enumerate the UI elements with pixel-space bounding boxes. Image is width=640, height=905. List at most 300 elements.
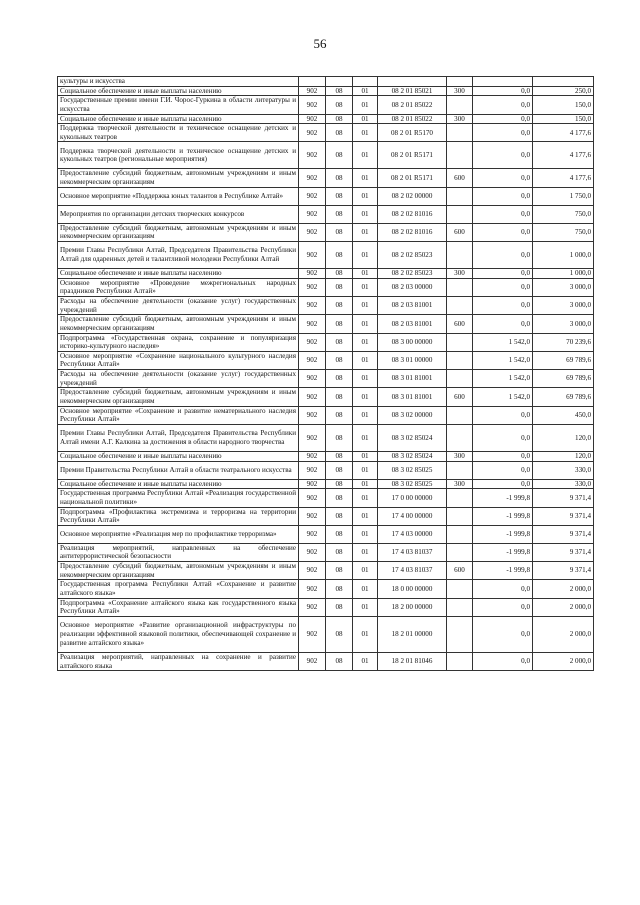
row-subsection: 01	[353, 525, 378, 543]
row-section: 08	[326, 269, 353, 279]
table-row	[58, 296, 594, 314]
row-value-2: 1 000,0	[533, 242, 594, 269]
row-name: Поддержка творческой деятельности и техническое оснащение детских и кукольных театров (региональные мероприятия)	[58, 142, 299, 169]
row-value-1: 0,0	[473, 451, 533, 461]
row-value-1: 0,0	[473, 424, 533, 451]
row-value-2: 750,0	[533, 205, 594, 223]
row-code: 902	[299, 562, 326, 580]
row-value-1: 0,0	[473, 142, 533, 169]
row-article: 08 2 02 81016	[378, 223, 447, 241]
row-value-1: 0,0	[473, 169, 533, 187]
table-row	[58, 461, 594, 479]
row-subsection: 01	[353, 451, 378, 461]
row-code: 902	[299, 351, 326, 369]
row-subsection: 01	[353, 223, 378, 241]
row-article: 08 3 02 85024	[378, 424, 447, 451]
row-code: 902	[299, 223, 326, 241]
row-code: 902	[299, 598, 326, 616]
table-row	[58, 370, 594, 388]
row-value-2: 9 371,4	[533, 489, 594, 507]
row-name: Предоставление субсидий бюджетным, автономным учреждениям и иным некоммерческим организациям	[58, 562, 299, 580]
row-subsection: 01	[353, 598, 378, 616]
row-value-1: 0,0	[473, 580, 533, 598]
row-value-1	[473, 77, 533, 87]
row-expense-type: 300	[447, 451, 473, 461]
row-subsection: 01	[353, 461, 378, 479]
row-article: 08 2 01 85022	[378, 96, 447, 114]
row-value-2: 4 177,6	[533, 124, 594, 142]
row-section: 08	[326, 652, 353, 670]
row-value-2: 120,0	[533, 424, 594, 451]
row-value-2: 9 371,4	[533, 507, 594, 525]
row-expense-type	[447, 424, 473, 451]
row-code: 902	[299, 489, 326, 507]
row-value-1: 0,0	[473, 124, 533, 142]
row-value-2: 330,0	[533, 461, 594, 479]
row-name: Предоставление субсидий бюджетным, автономным учреждениям и иным некоммерческим организациям	[58, 315, 299, 333]
row-article: 08 2 01 R5171	[378, 142, 447, 169]
row-subsection: 01	[353, 507, 378, 525]
row-value-1: 0,0	[473, 461, 533, 479]
row-value-1: -1 999,8	[473, 489, 533, 507]
row-name: Поддержка творческой деятельности и техническое оснащение детских и кукольных театров	[58, 124, 299, 142]
row-name: Подпрограмма «Сохранение алтайского языка как государственного языка Республики Алтай»	[58, 598, 299, 616]
row-section: 08	[326, 315, 353, 333]
row-section: 08	[326, 525, 353, 543]
row-article: 17 4 03 81037	[378, 543, 447, 561]
row-expense-type	[447, 187, 473, 205]
row-article: 08 3 02 85024	[378, 451, 447, 461]
row-value-1: 1 542,0	[473, 351, 533, 369]
row-value-1: 0,0	[473, 86, 533, 96]
row-value-1: 0,0	[473, 616, 533, 652]
row-value-1: 0,0	[473, 96, 533, 114]
row-expense-type	[447, 96, 473, 114]
row-section: 08	[326, 388, 353, 406]
row-article: 08 3 02 85025	[378, 479, 447, 489]
row-value-2: 70 239,6	[533, 333, 594, 351]
row-code: 902	[299, 169, 326, 187]
row-expense-type: 600	[447, 315, 473, 333]
row-value-2: 150,0	[533, 114, 594, 124]
table-row	[58, 525, 594, 543]
row-section: 08	[326, 406, 353, 424]
row-code	[299, 77, 326, 87]
row-section: 08	[326, 598, 353, 616]
row-expense-type	[447, 242, 473, 269]
row-value-2	[533, 77, 594, 87]
row-subsection: 01	[353, 580, 378, 598]
row-code: 902	[299, 543, 326, 561]
row-name: Социальное обеспечение и иные выплаты населению	[58, 269, 299, 279]
row-name: Социальное обеспечение и иные выплаты населению	[58, 114, 299, 124]
row-expense-type	[447, 333, 473, 351]
row-section: 08	[326, 333, 353, 351]
table-row	[58, 424, 594, 451]
row-subsection: 01	[353, 187, 378, 205]
row-article: 08 2 02 81016	[378, 205, 447, 223]
row-value-1: 0,0	[473, 598, 533, 616]
row-subsection: 01	[353, 205, 378, 223]
row-section: 08	[326, 580, 353, 598]
row-expense-type	[447, 77, 473, 87]
row-article: 18 0 00 00000	[378, 580, 447, 598]
row-expense-type: 600	[447, 388, 473, 406]
row-code: 902	[299, 507, 326, 525]
row-code: 902	[299, 296, 326, 314]
row-subsection: 01	[353, 269, 378, 279]
row-article: 17 4 03 00000	[378, 525, 447, 543]
row-expense-type: 300	[447, 269, 473, 279]
row-code: 902	[299, 479, 326, 489]
row-article: 08 3 01 81001	[378, 388, 447, 406]
row-code: 902	[299, 315, 326, 333]
row-code: 902	[299, 652, 326, 670]
row-code: 902	[299, 278, 326, 296]
row-value-1: 0,0	[473, 205, 533, 223]
table-row	[58, 652, 594, 670]
row-name: Расходы на обеспечение деятельности (оказание услуг) государственных учреждений	[58, 296, 299, 314]
row-value-2: 120,0	[533, 451, 594, 461]
row-name: Государственная программа Республики Алтай «Сохранение и развитие алтайского языка»	[58, 580, 299, 598]
row-subsection: 01	[353, 242, 378, 269]
row-code: 902	[299, 616, 326, 652]
row-name: Основное мероприятие «Сохранение и развитие нематериального наследия Республики Алтай»	[58, 406, 299, 424]
row-article: 08 3 02 85025	[378, 461, 447, 479]
row-article: 18 2 01 00000	[378, 616, 447, 652]
row-section: 08	[326, 461, 353, 479]
row-code: 902	[299, 205, 326, 223]
row-value-2: 2 000,0	[533, 598, 594, 616]
row-article: 08 2 02 85023	[378, 269, 447, 279]
row-subsection: 01	[353, 86, 378, 96]
row-name: Основное мероприятие «Сохранение национального культурного наследия Республики Алтай»	[58, 351, 299, 369]
row-name: Премии Главы Республики Алтай, Председателя Правительства Республики Алтай имени А.Г. Калкина за достижения в области народного творчества	[58, 424, 299, 451]
row-name: Премии Правительства Республики Алтай в области театрального искусства	[58, 461, 299, 479]
table-row	[58, 77, 594, 87]
row-value-1: 1 542,0	[473, 388, 533, 406]
row-section: 08	[326, 114, 353, 124]
row-code: 902	[299, 96, 326, 114]
row-code: 902	[299, 461, 326, 479]
row-expense-type	[447, 525, 473, 543]
row-expense-type	[447, 124, 473, 142]
row-section: 08	[326, 242, 353, 269]
row-section: 08	[326, 86, 353, 96]
row-subsection: 01	[353, 424, 378, 451]
table-row	[58, 616, 594, 652]
row-subsection: 01	[353, 489, 378, 507]
table-row	[58, 223, 594, 241]
row-article: 18 2 01 81046	[378, 652, 447, 670]
row-section	[326, 77, 353, 87]
row-value-2: 9 371,4	[533, 543, 594, 561]
table-row	[58, 351, 594, 369]
row-value-2: 1 750,0	[533, 187, 594, 205]
row-value-2: 2 000,0	[533, 652, 594, 670]
table-row	[58, 187, 594, 205]
row-expense-type	[447, 278, 473, 296]
row-article: 08 2 03 81001	[378, 296, 447, 314]
row-section: 08	[326, 96, 353, 114]
row-code: 902	[299, 124, 326, 142]
row-article: 08 3 02 00000	[378, 406, 447, 424]
row-code: 902	[299, 114, 326, 124]
table-row	[58, 543, 594, 561]
row-article: 08 2 01 85021	[378, 86, 447, 96]
row-expense-type	[447, 489, 473, 507]
row-article: 08 2 01 R5171	[378, 169, 447, 187]
row-value-1: 0,0	[473, 278, 533, 296]
row-section: 08	[326, 124, 353, 142]
row-section: 08	[326, 479, 353, 489]
row-subsection: 01	[353, 142, 378, 169]
row-value-1: 0,0	[473, 269, 533, 279]
table-row	[58, 479, 594, 489]
row-name: Реализация мероприятий, направленных на сохранение и развитие алтайского языка	[58, 652, 299, 670]
row-expense-type	[447, 205, 473, 223]
row-code: 902	[299, 580, 326, 598]
row-value-1: 0,0	[473, 187, 533, 205]
row-name: Основное мероприятие «Проведение межрегиональных народных праздников Республики Алтай»	[58, 278, 299, 296]
table-row	[58, 269, 594, 279]
row-expense-type	[447, 507, 473, 525]
table-row	[58, 562, 594, 580]
row-expense-type	[447, 370, 473, 388]
row-code: 902	[299, 142, 326, 169]
row-expense-type	[447, 580, 473, 598]
row-code: 902	[299, 187, 326, 205]
row-section: 08	[326, 278, 353, 296]
table-row	[58, 169, 594, 187]
row-name: Социальное обеспечение и иные выплаты населению	[58, 86, 299, 96]
table-row	[58, 96, 594, 114]
row-article: 08 3 01 00000	[378, 351, 447, 369]
table-row	[58, 507, 594, 525]
row-value-2: 450,0	[533, 406, 594, 424]
table-row	[58, 489, 594, 507]
row-value-1: 1 542,0	[473, 370, 533, 388]
row-name: Подпрограмма «Профилактика экстремизма и терроризма на территории Республики Алтай»	[58, 507, 299, 525]
row-value-1: -1 999,8	[473, 543, 533, 561]
row-expense-type	[447, 598, 473, 616]
row-value-2: 3 000,0	[533, 278, 594, 296]
row-subsection: 01	[353, 169, 378, 187]
row-code: 902	[299, 333, 326, 351]
row-section: 08	[326, 489, 353, 507]
table-row	[58, 205, 594, 223]
page-number: 56	[313, 36, 327, 51]
row-expense-type	[447, 461, 473, 479]
row-value-2: 3 000,0	[533, 296, 594, 314]
table-row	[58, 124, 594, 142]
row-name: Реализация мероприятий, направленных на обеспечение антитеррористической безопасности	[58, 543, 299, 561]
row-section: 08	[326, 370, 353, 388]
row-expense-type	[447, 543, 473, 561]
row-article: 17 4 00 00000	[378, 507, 447, 525]
row-name: культуры и искусства	[58, 77, 299, 87]
row-expense-type	[447, 616, 473, 652]
row-value-1: 0,0	[473, 652, 533, 670]
budget-table	[57, 76, 594, 671]
row-section: 08	[326, 507, 353, 525]
table-row	[58, 333, 594, 351]
row-value-2: 330,0	[533, 479, 594, 489]
row-section: 08	[326, 142, 353, 169]
row-value-2: 1 000,0	[533, 269, 594, 279]
row-article: 17 0 00 00000	[378, 489, 447, 507]
row-expense-type	[447, 406, 473, 424]
table-row	[58, 580, 594, 598]
row-section: 08	[326, 187, 353, 205]
row-subsection: 01	[353, 296, 378, 314]
row-value-1: -1 999,8	[473, 562, 533, 580]
row-value-1: 0,0	[473, 242, 533, 269]
row-section: 08	[326, 169, 353, 187]
row-name: Основное мероприятие «Развитие организационной инфраструктуры по реализации эффективной языковой политики, обеспечивающей сохранение и развитие алтайского языка»	[58, 616, 299, 652]
row-subsection: 01	[353, 370, 378, 388]
row-name: Предоставление субсидий бюджетным, автономным учреждениям и иным некоммерческим организациям	[58, 223, 299, 241]
row-value-1: 0,0	[473, 223, 533, 241]
table-row	[58, 598, 594, 616]
row-expense-type: 300	[447, 114, 473, 124]
row-code: 902	[299, 242, 326, 269]
row-name: Государственные премии имени Г.И. Чорос-Гуркина в области литературы и искусства	[58, 96, 299, 114]
row-name: Предоставление субсидий бюджетным, автономным учреждениям и иным некоммерческим организациям	[58, 388, 299, 406]
table-row	[58, 406, 594, 424]
row-expense-type: 600	[447, 169, 473, 187]
row-article: 18 2 00 00000	[378, 598, 447, 616]
row-subsection: 01	[353, 479, 378, 489]
row-subsection: 01	[353, 278, 378, 296]
row-code: 902	[299, 370, 326, 388]
row-code: 902	[299, 86, 326, 96]
row-subsection: 01	[353, 562, 378, 580]
row-value-1: 0,0	[473, 114, 533, 124]
row-value-2: 69 789,6	[533, 351, 594, 369]
row-code: 902	[299, 525, 326, 543]
row-value-2: 2 000,0	[533, 616, 594, 652]
row-name: Основное мероприятие «Поддержка юных талантов в Республике Алтай»	[58, 187, 299, 205]
row-name: Расходы на обеспечение деятельности (оказание услуг) государственных учреждений	[58, 370, 299, 388]
row-value-2: 69 789,6	[533, 388, 594, 406]
row-subsection: 01	[353, 616, 378, 652]
row-name: Социальное обеспечение и иные выплаты населению	[58, 479, 299, 489]
row-subsection: 01	[353, 124, 378, 142]
row-subsection: 01	[353, 351, 378, 369]
row-subsection: 01	[353, 114, 378, 124]
row-subsection: 01	[353, 543, 378, 561]
row-expense-type: 600	[447, 562, 473, 580]
row-section: 08	[326, 451, 353, 461]
table-row	[58, 86, 594, 96]
row-article: 08 2 01 85022	[378, 114, 447, 124]
row-value-2: 69 789,6	[533, 370, 594, 388]
table-row	[58, 142, 594, 169]
row-section: 08	[326, 424, 353, 451]
row-subsection: 01	[353, 406, 378, 424]
row-name: Мероприятия по организации детских творческих конкурсов	[58, 205, 299, 223]
row-name: Государственная программа Республики Алтай «Реализация государственной национальной политики»	[58, 489, 299, 507]
row-name: Подпрограмма «Государственная охрана, сохранение и популяризация историко-культурного наследия»	[58, 333, 299, 351]
row-code: 902	[299, 269, 326, 279]
row-value-2: 3 000,0	[533, 315, 594, 333]
row-code: 902	[299, 451, 326, 461]
row-name: Социальное обеспечение и иные выплаты населению	[58, 451, 299, 461]
row-code: 902	[299, 424, 326, 451]
row-expense-type	[447, 296, 473, 314]
row-article: 17 4 03 81037	[378, 562, 447, 580]
row-expense-type	[447, 351, 473, 369]
row-article	[378, 77, 447, 87]
row-value-2: 4 177,6	[533, 142, 594, 169]
row-expense-type: 300	[447, 86, 473, 96]
row-name: Премии Главы Республики Алтай, Председателя Правительства Республики Алтай для одаренных детей и талантливой молодежи Республики Алтай	[58, 242, 299, 269]
row-value-2: 150,0	[533, 96, 594, 114]
row-subsection	[353, 77, 378, 87]
row-expense-type: 600	[447, 223, 473, 241]
row-code: 902	[299, 406, 326, 424]
row-article: 08 2 03 81001	[378, 315, 447, 333]
row-subsection: 01	[353, 333, 378, 351]
row-article: 08 2 03 00000	[378, 278, 447, 296]
row-value-1: -1 999,8	[473, 525, 533, 543]
row-name: Основное мероприятие «Реализация мер по профилактике терроризма»	[58, 525, 299, 543]
row-article: 08 2 02 00000	[378, 187, 447, 205]
row-value-2: 4 177,6	[533, 169, 594, 187]
row-value-1: 0,0	[473, 406, 533, 424]
table-row	[58, 315, 594, 333]
row-subsection: 01	[353, 388, 378, 406]
row-value-1: 0,0	[473, 479, 533, 489]
row-section: 08	[326, 351, 353, 369]
row-value-2: 9 371,4	[533, 562, 594, 580]
row-section: 08	[326, 296, 353, 314]
budget-table-body	[58, 77, 594, 671]
row-expense-type	[447, 652, 473, 670]
row-section: 08	[326, 616, 353, 652]
row-article: 08 3 00 00000	[378, 333, 447, 351]
row-subsection: 01	[353, 96, 378, 114]
row-code: 902	[299, 388, 326, 406]
row-value-1: 0,0	[473, 296, 533, 314]
row-section: 08	[326, 205, 353, 223]
row-name: Предоставление субсидий бюджетным, автономным учреждениям и иным некоммерческим организациям	[58, 169, 299, 187]
row-section: 08	[326, 543, 353, 561]
row-value-2: 750,0	[533, 223, 594, 241]
row-value-2: 250,0	[533, 86, 594, 96]
row-article: 08 2 01 R5170	[378, 124, 447, 142]
row-value-2: 2 000,0	[533, 580, 594, 598]
row-subsection: 01	[353, 652, 378, 670]
row-value-1: -1 999,8	[473, 507, 533, 525]
row-subsection: 01	[353, 315, 378, 333]
row-value-1: 0,0	[473, 315, 533, 333]
table-row	[58, 278, 594, 296]
row-value-1: 1 542,0	[473, 333, 533, 351]
table-row	[58, 451, 594, 461]
table-row	[58, 242, 594, 269]
row-expense-type	[447, 142, 473, 169]
row-article: 08 3 01 81001	[378, 370, 447, 388]
table-row	[58, 388, 594, 406]
row-section: 08	[326, 562, 353, 580]
row-value-2: 9 371,4	[533, 525, 594, 543]
row-section: 08	[326, 223, 353, 241]
table-row	[58, 114, 594, 124]
row-article: 08 2 02 85023	[378, 242, 447, 269]
row-expense-type: 300	[447, 479, 473, 489]
